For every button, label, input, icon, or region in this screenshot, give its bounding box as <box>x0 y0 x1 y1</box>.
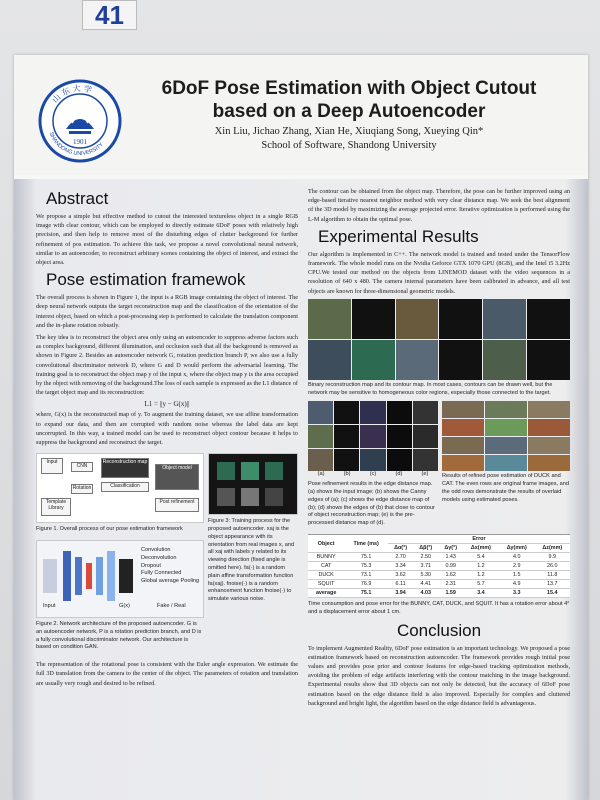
fig2-legend-item: Dropout <box>141 562 161 569</box>
strip-image <box>483 340 526 380</box>
abstract-text: We propose a simple but effective method to cutout the interested textureless object in a single RGB image with clear contour, which can be employed to directly estimate 6DoF poses with relatively high precision, and then help to remove most of the disturbing edges of clutter background for further refinement of pos estimation. To achieve this task, we propose a novel convolutional neural network, similar to an autoencoder, to reconstruct arbitrary scenes containing the object of interest, and extract the object area. <box>36 213 298 267</box>
fig2-legend-item: Fully Connected <box>141 570 182 577</box>
strip-image <box>352 340 395 380</box>
fig2-conv-layer <box>75 557 82 595</box>
cell: 2.50 <box>413 553 438 562</box>
refine-cell <box>387 449 412 472</box>
authors: Xin Liu, Jichao Zhang, Xian He, Xiuqiang Song, Xueying Qin* <box>214 126 484 137</box>
experiments-heading: Experimental Results <box>318 226 479 246</box>
fig1-cnn-box: CNN <box>71 462 93 472</box>
sub-header: Δy(mm) <box>499 544 535 553</box>
fig2-fake-real-label: Fake / Real <box>157 603 186 610</box>
table-row <box>308 553 570 562</box>
fig2-conv-layer <box>63 551 71 601</box>
fig2-legend <box>141 547 201 586</box>
refine-cell <box>360 401 385 424</box>
refine-cell <box>413 425 438 448</box>
svg-text:SHANDONG UNIVERSITY: SHANDONG UNIVERSITY <box>47 131 105 158</box>
refine-cell <box>334 401 359 424</box>
framework-p2: The key idea is to reconstruct the object area only using an autoencoder to suppress adverse factors such as complex background, different illumination, and occlusion such that all the background is removed as shown in Figure 2. Besides an autoencoder network G, rotation prediction branch P, we also use a fully convolutional discriminator network D, where G and D would perform the adversarial learning. The training goal is to reconstruct the object map y of the input x, where the object map y is the area occupied by the object with removing of the background.The loss of each sample is expressed as the L1 distance of the target object map and its reconstruction: <box>36 334 298 397</box>
conclusion-text: To implement Augmented Reality, 6DoF pose estimation is an important technology. We proposed a pose estimation framework based on reconstruction autoencoder. The framework provides rough initial pose values and provides pose prior and contour features for edge-based tracking optimization methods, avoiding the problem of edge artifacts interfering with the contour matching in the image background. Experimental results show that 3D objects can not only be detected, but the accuracy of 6DoF pose estimation based on the edge distance field is also improved. Especially for complex and cluttered background and bright light, the algorithm based on the edge distance field is advantageous. <box>308 644 570 707</box>
author-block <box>129 125 569 153</box>
cell: 1.62 <box>438 571 463 580</box>
refinement-grid <box>308 401 438 471</box>
col-object: Object <box>308 535 344 553</box>
result-cell <box>442 401 484 418</box>
cell: 4.0 <box>499 553 535 562</box>
cell: 11.8 <box>535 571 570 580</box>
result-cell <box>442 437 484 454</box>
loss-equation: L1 = ||y − G(x)|| <box>144 400 190 409</box>
result-cell <box>528 401 570 418</box>
sub-label: (a) <box>317 471 325 478</box>
refine-cell <box>308 425 333 448</box>
result-cell <box>442 455 484 472</box>
sub-label: (b) <box>343 471 351 478</box>
col-error: Error <box>388 535 570 544</box>
cell: 3.62 <box>388 571 413 580</box>
cell: 0.99 <box>438 562 463 571</box>
cell: 6.11 <box>388 580 413 589</box>
result-cell <box>442 419 484 436</box>
cell: 1.43 <box>438 553 463 562</box>
poster-number: 41 <box>82 0 137 30</box>
refine-cell <box>413 401 438 424</box>
cell: 3.4 <box>463 589 499 598</box>
cell: 2.9 <box>499 562 535 571</box>
cell: 4.41 <box>413 580 438 589</box>
figure-3-caption: Figure 3: Training process for the proposed autoencoder. xaj is the object appearance with its orientation from real images x, and all xaj with labels y related to its viewing direction (fixed angle is omitted here). fa(·) is a random plain affine transformation function fa(xaj). fnoise(·) is a random enhancement function fnoise(·) to simulate various noise. <box>208 518 295 603</box>
fig2-deconv-layer <box>96 557 103 595</box>
refine-cell <box>413 449 438 472</box>
fig3-thumb <box>217 488 235 506</box>
rotation-text: The representation of the rotational pose is consistent with the Euler angle expression. We estimate the full 3D translation from the camera to the center of the object. The parameters of rotation and translation are usually very rough and desired to be refined. <box>36 661 298 687</box>
result-cell <box>528 419 570 436</box>
poster-title: 6DoF Pose Estimation with Object Cutout based on a Deep Autoencoder <box>161 78 537 122</box>
result-cell <box>485 437 527 454</box>
cell: 2.31 <box>438 580 463 589</box>
sub-header: Δx(mm) <box>463 544 499 553</box>
cell: 75.1 <box>344 553 388 562</box>
cell: 75.1 <box>344 589 388 598</box>
cell: 3.3 <box>499 589 535 598</box>
refinement-figure <box>308 401 438 528</box>
strip-image <box>483 299 526 339</box>
fig1-rotation-box: Rotation <box>71 484 93 494</box>
cell: SQUIT <box>308 580 344 589</box>
refinement-sub-labels <box>308 471 438 479</box>
university-seal-logo <box>38 79 122 163</box>
cell: 9.9 <box>535 553 570 562</box>
cell: 4.03 <box>413 589 438 598</box>
refinement-row <box>308 401 570 528</box>
table-caption: Time consumption and pose error for the BUNNY, CAT, DUCK, and SQUIT. It has a rotation error about 4° and a displacement error about 1 cm. <box>308 601 570 615</box>
poster-header <box>14 55 588 175</box>
strip-image <box>439 299 482 339</box>
fig1-reconstruction-box: Reconstruction map <box>101 458 149 478</box>
cell: BUNNY <box>308 553 344 562</box>
results-grid <box>442 401 570 471</box>
refine-cell <box>334 449 359 472</box>
framework-p3: where, G(x) is the reconstructed map of y. To augment the training dataset, we use affine transformation to expand our data, and then are corrupted with random noise whereas the label data are kept uncorrupted. In this way, a trained model can be used to reconstruct object contour because it helps to suppress the background and reconstruct the target. <box>36 411 298 447</box>
figure-3 <box>208 453 298 515</box>
cell: 76.9 <box>344 580 388 589</box>
fig1-template-box: Template Library <box>41 498 71 516</box>
reconstruction-strip <box>308 299 570 339</box>
fig3-thumb <box>265 488 283 506</box>
framework-p1: The overall process is shown in Figure 1, the input is a RGB image containing the object of interest. The deep neural network outputs the target reconstruction map and the classification of the orientation of the interest object, based on which a post-processing step is performed to calculate the translation component and the in-plane rotation robustly. <box>36 294 298 329</box>
refine-cell <box>360 449 385 472</box>
cell: 1.2 <box>463 571 499 580</box>
cell: 1.59 <box>438 589 463 598</box>
fig1-object-model-box: Object model <box>155 464 199 490</box>
sub-header: Δz(mm) <box>535 544 570 553</box>
fig2-gx-label: G(x) <box>119 603 130 610</box>
cell: 4.9 <box>499 580 535 589</box>
cell: average <box>308 589 344 598</box>
refine-cell <box>308 449 333 472</box>
strip-caption: Binary reconstruction map and its contour map. In most cases, contours can be drawn well, but the network may be sensitive to homogeneous color regions, especially those connected to the target. <box>308 381 553 396</box>
refine-cell <box>387 425 412 448</box>
contour-text: The contour can be obtained from the object map. Therefore, the pose can be further improved using an edge-based iterative nearest neighbor method with very clear distance map. We seek the best alignment of the 3D model by maximizing the average projected error. Iterative optimization is performed using the L-M algorithm to obtain the optimal pose. <box>308 188 570 223</box>
cell: 73.1 <box>344 571 388 580</box>
sub-label: (d) <box>395 471 403 478</box>
sub-header: Δβ(°) <box>413 544 438 553</box>
sub-label: (c) <box>369 471 377 478</box>
refine-cell <box>387 401 412 424</box>
fig2-output <box>119 559 133 593</box>
experiments-text: Our algorithm is implemented in C++. The network model is trained and tested under the TensorFlow framework. The whole model runs on the Nvidia Geforce GTX 1070 GPU (8GB), and the Intel i5 3.2Hz CPU.We tested our method on the objects from LINEMOD dataset with the video sequences in a resolution of 640 x 480. The camera internal parameters have been calibrated in advance, and all test objects are known for three-dimensional geometric models. <box>308 250 570 295</box>
sub-header: Δα(°) <box>388 544 413 553</box>
cell: 1.5 <box>499 571 535 580</box>
strip-image <box>527 340 570 380</box>
fig2-input-label: Input <box>43 603 56 610</box>
fig1-input-box: Input <box>41 458 63 474</box>
refine-cell <box>308 401 333 424</box>
col-time: Time (ms) <box>344 535 388 553</box>
cell: DUCK <box>308 571 344 580</box>
strip-image <box>308 299 351 339</box>
cell: 3.94 <box>388 589 413 598</box>
result-cell <box>485 419 527 436</box>
cell: 1.2 <box>463 562 499 571</box>
strip-image <box>352 299 395 339</box>
left-column <box>36 187 298 691</box>
cell: 5.7 <box>463 580 499 589</box>
figure-row <box>36 453 298 652</box>
affiliation: School of Software, Shandong University <box>261 140 437 151</box>
conclusion-heading: Conclusion <box>396 620 482 640</box>
table-row <box>308 571 570 580</box>
cell: 15.4 <box>535 589 570 598</box>
table-row <box>308 562 570 571</box>
result-cell <box>528 437 570 454</box>
figure-1 <box>36 453 204 523</box>
cell: 3.71 <box>413 562 438 571</box>
fig2-input <box>43 559 57 593</box>
cell: 26.0 <box>535 562 570 571</box>
strip-image <box>308 340 351 380</box>
figure-2-caption: Figure 2. Network architecture of the proposed autoencoder. G is an autoencoder network, P is a rotation prediction branch, and D is a fully convolutional discriminator network. Our architecture is based on condition GAN. <box>36 621 202 651</box>
cell: 5.4 <box>463 553 499 562</box>
refinement-caption: Pose refinement results in the edge distance map. (a) shows the input image; (b) shows the Canny edges of (a); (c) shows the edge distance map of (b); (d) shows the edges of (b) that close to contour of object reconstruction map; (e) is the pre-processed distance map of (d). <box>308 481 435 527</box>
cell: 2.70 <box>388 553 413 562</box>
result-cell <box>528 455 570 472</box>
result-cell <box>485 455 527 472</box>
results-figure <box>442 401 570 528</box>
fig2-legend-item: Deconvolution <box>141 554 177 561</box>
framework-heading: Pose estimation framewok <box>46 270 246 290</box>
results-table <box>308 534 570 598</box>
strip-image <box>396 299 439 339</box>
sub-header: Δγ(°) <box>438 544 463 553</box>
svg-text:山 东 大 学: 山 东 大 学 <box>50 83 93 105</box>
poster <box>14 55 588 800</box>
svg-text:1901: 1901 <box>73 138 87 146</box>
cell: 3.34 <box>388 562 413 571</box>
fig3-thumb <box>265 462 283 480</box>
figure-2 <box>36 540 204 618</box>
reconstruction-strip <box>308 340 570 380</box>
cell: 5.30 <box>413 571 438 580</box>
right-column <box>308 187 570 711</box>
fig1-classification-box: Classification <box>101 482 149 492</box>
fig3-thumb <box>241 488 259 506</box>
figure-1-caption: Figure 1. Overall process of our pose estimation framework <box>36 526 183 533</box>
table-row-average <box>308 589 570 598</box>
fig2-deconv-layer <box>107 551 115 601</box>
table-row <box>308 580 570 589</box>
abstract-heading: Abstract <box>46 189 109 208</box>
fig2-legend-item: Global average Pooling <box>141 578 200 585</box>
fig3-thumb <box>217 462 235 480</box>
fig3-thumb <box>241 462 259 480</box>
refine-cell <box>360 425 385 448</box>
strip-image <box>527 299 570 339</box>
sub-label: (e) <box>421 471 429 478</box>
table-header-row <box>308 535 570 544</box>
strip-image <box>396 340 439 380</box>
results-caption: Results of refined pose estimation of DUCK and CAT. The even rows are original frame images, and the odd rows demonstrate the results of overlaid models using estimated poses. <box>442 473 569 503</box>
strip-image <box>439 340 482 380</box>
fig1-post-refinement-box: Post refinement <box>155 498 199 512</box>
figure-3-col <box>208 453 298 652</box>
cell: 75.3 <box>344 562 388 571</box>
cell: 13.7 <box>535 580 570 589</box>
fig2-legend-item: Convolution <box>141 547 171 554</box>
refine-cell <box>334 425 359 448</box>
result-cell <box>485 401 527 418</box>
fig2-bottleneck <box>86 563 92 589</box>
cell: CAT <box>308 562 344 571</box>
figure-1-2-col <box>36 453 204 652</box>
